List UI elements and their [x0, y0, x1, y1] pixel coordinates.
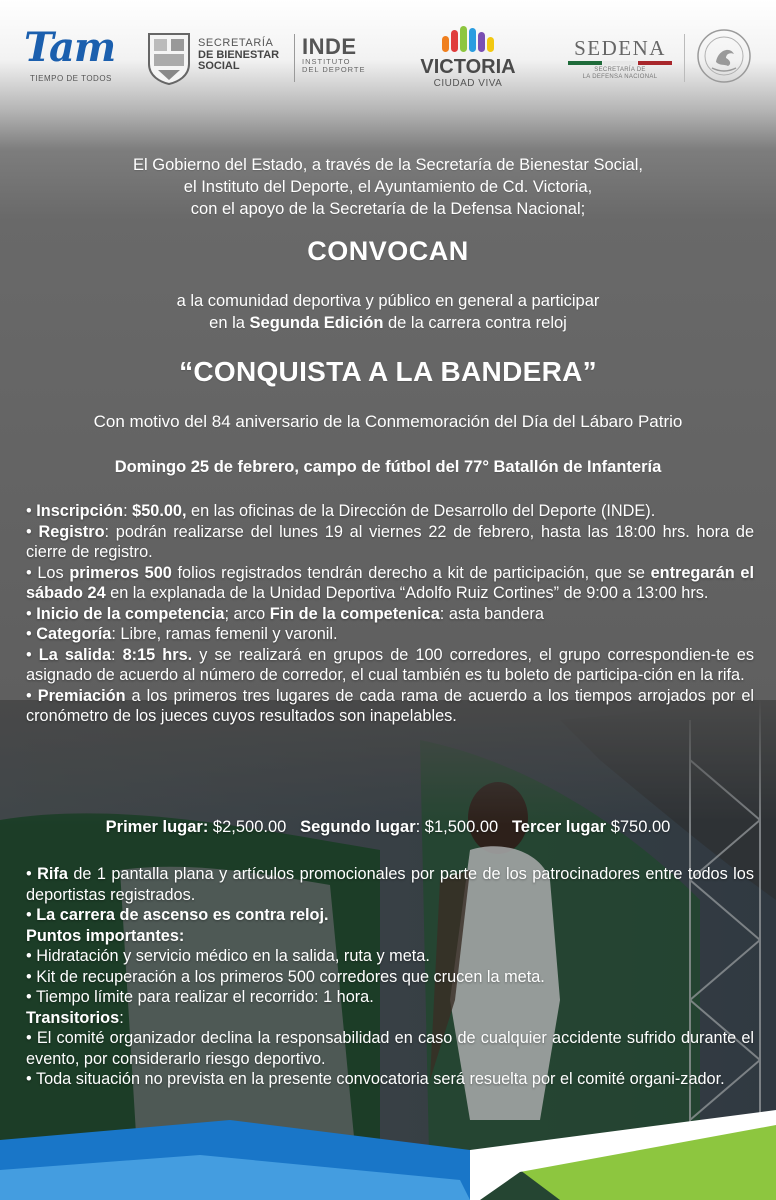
motive-text: Con motivo del 84 aniversario de la Conmemoración del Día del Lábaro Patrio: [93, 412, 683, 431]
invite-text: [0, 290, 776, 334]
salida-item: [26, 645, 754, 686]
tam-logo-word: Tam: [24, 24, 116, 71]
transitorio-item: [26, 1069, 754, 1090]
salida-time: 8:15 hrs.: [122, 645, 193, 664]
inscripcion-sep: :: [123, 502, 133, 520]
reloj-text: La carrera de ascenso es contra reloj.: [36, 906, 329, 924]
edition-highlight: Segunda Edición: [249, 314, 384, 332]
tam-logo: [24, 26, 140, 88]
event-date-location: Domingo 25 de febrero, campo de fútbol del 77° Batallón de Infantería: [114, 458, 662, 476]
bullet: •: [26, 604, 32, 623]
transitorios-colon: :: [119, 1008, 124, 1027]
details-block: [26, 501, 754, 727]
bullet: •: [26, 563, 32, 582]
inde-sub-2: DEL DEPORTE: [302, 65, 366, 75]
convocan-heading: CONVOCAN: [307, 236, 469, 266]
second-prize-value: : $1,500.00: [415, 818, 499, 836]
punto-item: [26, 967, 754, 988]
bullet: •: [26, 1029, 32, 1047]
fin-text: : asta bandera: [439, 604, 544, 623]
victoria-bars-icon: [412, 24, 524, 56]
folios-item: [26, 563, 754, 604]
bullet: •: [26, 502, 32, 520]
reloj-item: [26, 905, 754, 926]
salida-label: La salida: [38, 645, 112, 664]
invite-line-1: a la comunidad deportiva y público en general a participar: [176, 292, 600, 310]
punto-text: Kit de recuperación a los primeros 500 corredores que crucen la meta.: [36, 967, 545, 986]
invite-line-2: [0, 312, 776, 334]
categoria-label: Categoría: [36, 625, 112, 643]
inde-word: INDE: [302, 34, 357, 59]
inscripcion-item: [26, 501, 754, 522]
inscripcion-text: en las oficinas de la Dirección de Desarrollo del Deporte (INDE).: [186, 502, 656, 520]
folios-text-c: folios registrados tendrán derecho a kit de participación, que se: [171, 563, 651, 582]
entrega-highlight: entregarán el sábado 24: [26, 563, 754, 602]
folios-text-e: en la explanada de la Unidad Deportiva “Adolfo Ruiz Cortines” de 9:00 a 13:00 hrs.: [105, 584, 709, 602]
registro-item: [26, 522, 754, 563]
bullet: •: [26, 625, 32, 643]
punto-text: Tiempo límite para realizar el recorrido: 1 hora.: [35, 988, 374, 1006]
first-prize-label: Primer lugar:: [105, 818, 209, 836]
sedena-sub-1: SECRETARÍA DE: [594, 67, 646, 73]
premiacion-text: a los primeros tres lugares de cada rama de acuerdo a los tiempos arrojados por el cronómetro de los jueces cuyos resultados son inapelables.: [26, 686, 754, 725]
punto-item: [26, 987, 754, 1008]
fin-label: Fin de la competenica: [269, 604, 440, 623]
bullet: •: [26, 988, 32, 1006]
premiacion-label: Premiación: [37, 686, 126, 705]
registro-label: Registro: [38, 522, 105, 541]
bullet: •: [26, 967, 32, 986]
transitorio-text: Toda situación no prevista en la presente convocatoria será resuelta por el comité organi-zador.: [35, 1070, 725, 1088]
transitorio-text: El comité organizador declina la responsabilidad en caso de cualquier accidente sufrido durante el evento, por considerarlo riesgo deportivo.: [26, 1029, 755, 1068]
punto-text: Hidratación y servicio médico en la salida, ruta y meta.: [36, 947, 430, 965]
prizes-line: [0, 818, 776, 837]
secretaria-line-2: DE BIENESTAR: [198, 48, 280, 61]
sedena-flag-stripe: [568, 61, 672, 65]
intro-line-2: el Instituto del Deporte, el Ayuntamiento de Cd. Victoria,: [183, 178, 593, 196]
victoria-logo: [412, 24, 524, 90]
victoria-tagline: CIUDAD VIVA: [433, 78, 503, 89]
puntos-title-text: Puntos importantes:: [26, 926, 185, 945]
secretaria-bienestar-logo: [198, 38, 294, 82]
inicio-item: [26, 604, 754, 625]
punto-item: [26, 946, 754, 967]
intro-line-1: El Gobierno del Estado, a través de la Secretaría de Bienestar Social,: [133, 156, 643, 174]
second-prize-label: Segundo lugar: [300, 818, 416, 836]
secretaria-line-3: SOCIAL: [198, 60, 240, 73]
third-prize-label: Tercer lugar: [511, 818, 607, 836]
secretaria-line-1: SECRETARÍA: [198, 37, 274, 49]
inscripcion-price: $50.00,: [132, 502, 187, 520]
sedena-word: SEDENA: [574, 36, 666, 60]
bullet: •: [26, 686, 32, 705]
categoria-text: : Libre, ramas femenil y varonil.: [111, 625, 338, 643]
rifa-text: de 1 pantalla plana y artículos promocionales por parte de los patrocinadores entre todos los deportistas registrados.: [26, 865, 754, 904]
rifa-label: Rifa: [37, 865, 68, 883]
inde-sub-1: INSTITUTO: [302, 57, 351, 66]
intro-text: [0, 154, 776, 220]
invite-line-2-c: de la carrera contra reloj: [383, 314, 567, 332]
mexico-coat-of-arms-icon: [696, 28, 752, 84]
bullet: •: [26, 906, 32, 924]
logo-divider: [684, 34, 685, 82]
registro-text: : podrán realizarse del lunes 19 al viernes 22 de febrero, hasta las 18:00 hrs. hora de cierre de registro.: [26, 522, 754, 561]
inicio-label: Inicio de la competencia: [36, 604, 225, 623]
premiacion-item: [26, 686, 754, 727]
extras-block: [26, 864, 754, 1090]
bullet: •: [26, 1070, 32, 1088]
event-title: “CONQUISTA A LA BANDERA”: [179, 356, 597, 387]
bullet: •: [26, 865, 32, 883]
tam-logo-tagline: TIEMPO DE TODOS: [30, 74, 112, 83]
sedena-sub-2: LA DEFENSA NACIONAL: [582, 74, 658, 81]
intro-line-3: con el apoyo de la Secretaría de la Defensa Nacional;: [190, 200, 586, 218]
third-prize-value: $750.00: [606, 818, 671, 836]
victoria-word: VICTORIA: [420, 56, 516, 78]
transitorios-title: [26, 1008, 754, 1029]
invite-line-2-a: en la: [209, 314, 250, 332]
folios-highlight: primeros 500: [69, 563, 172, 582]
folios-text-a: Los: [31, 563, 70, 582]
bullet: •: [26, 522, 32, 541]
inicio-text: ; arco: [224, 604, 270, 623]
transitorios-title-text: Transitorios: [26, 1008, 120, 1027]
salida-text: y se realizará en grupos de 100 corredores, el grupo correspondien-te es asignado de acuerdo al número de corredor, el cual también es tu boleto de participa-ción en la rifa.: [26, 645, 754, 684]
bullet: •: [26, 645, 32, 664]
puntos-title: [26, 926, 754, 947]
logo-divider: [294, 34, 295, 82]
sedena-logo: [568, 38, 672, 84]
inde-logo: [302, 36, 372, 82]
bullet: •: [26, 947, 32, 965]
categoria-item: [26, 624, 754, 645]
salida-sep: :: [111, 645, 123, 664]
transitorio-item: [26, 1028, 754, 1069]
tamaulipas-shield-icon: [146, 30, 192, 86]
inscripcion-label: Inscripción: [36, 502, 124, 520]
first-prize-value: $2,500.00: [208, 818, 287, 836]
rifa-item: [26, 864, 754, 905]
